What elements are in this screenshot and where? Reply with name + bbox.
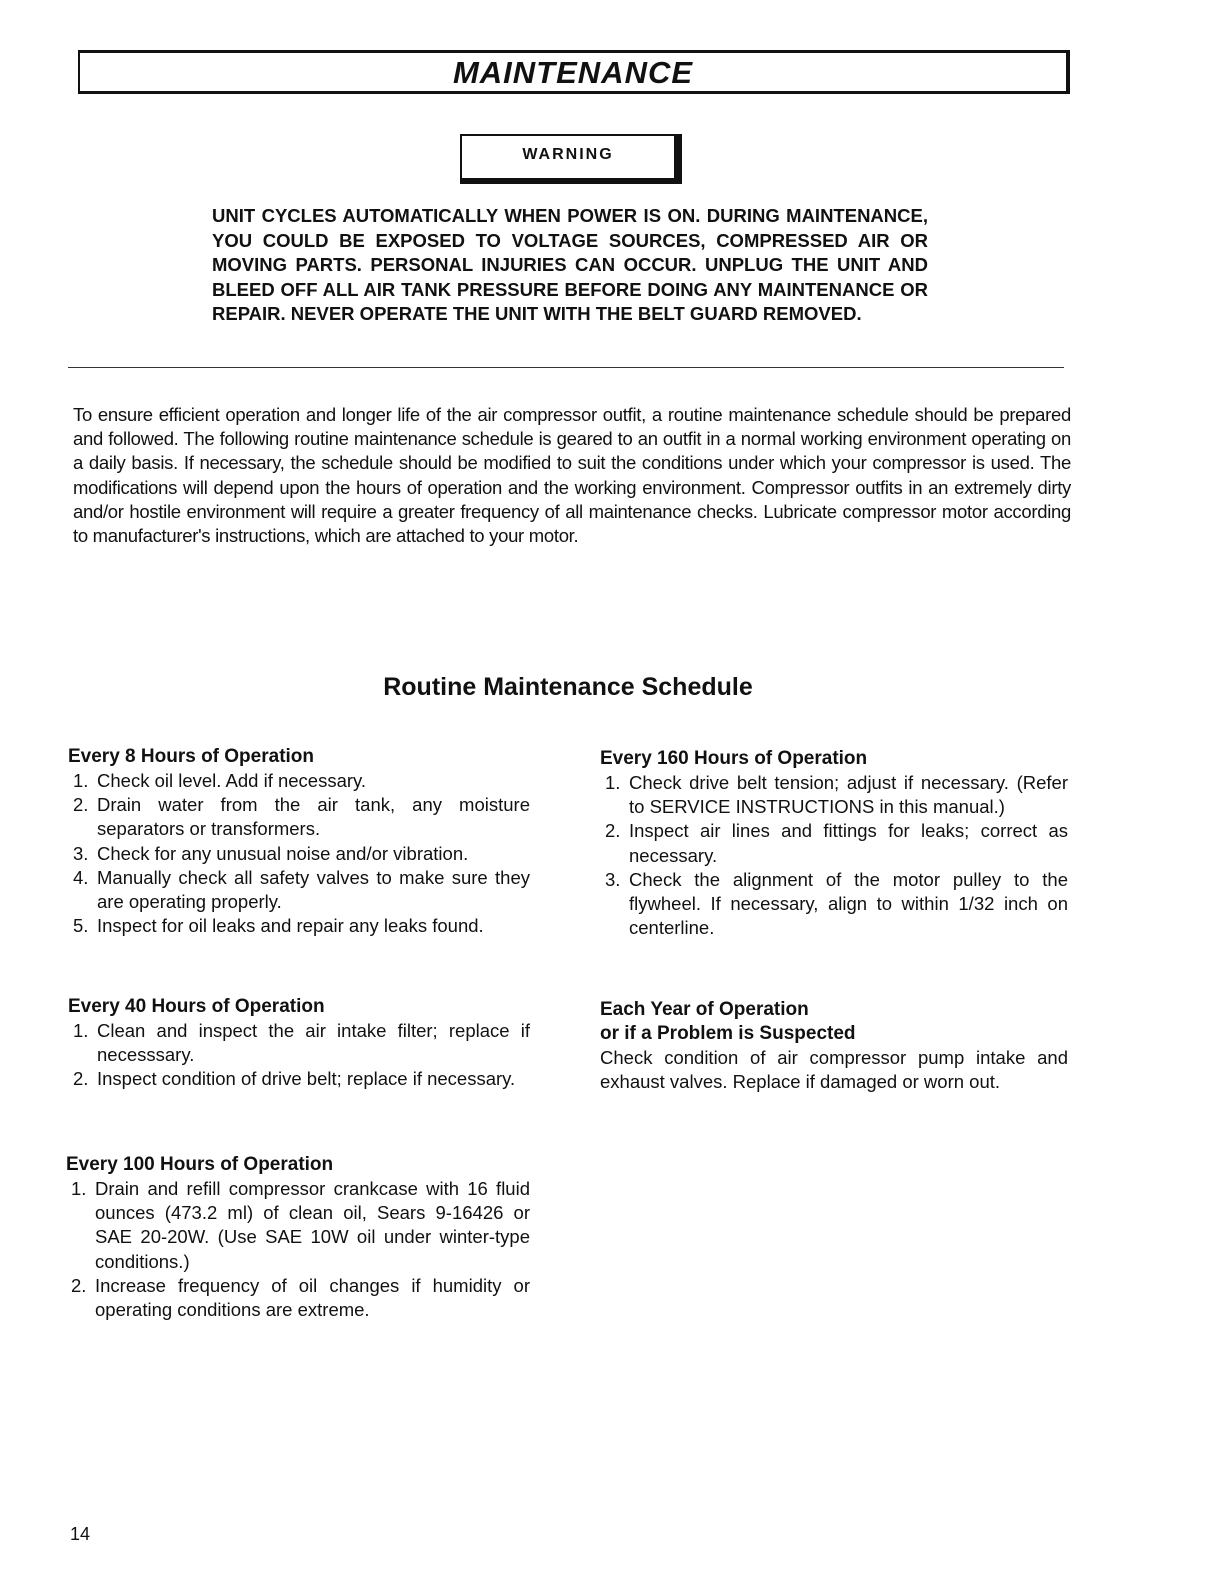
page-title: MAINTENANCE <box>452 55 694 90</box>
page-number: 14 <box>70 1524 91 1544</box>
section-every-8-hours <box>68 745 530 938</box>
list-item: 2. Inspect air lines and fittings for leaks; correct as necessary. <box>605 820 1068 866</box>
section-text: Check condition of air compressor pump intake and exhaust valves. Replace if damaged or worn out. <box>600 1047 1068 1093</box>
section-title: Every 100 Hours of Operation <box>66 1154 334 1175</box>
warning-label-box <box>460 134 682 184</box>
checklist <box>68 1019 530 1092</box>
divider <box>68 367 1064 368</box>
list-item: 2. Increase frequency of oil changes if humidity or operating conditions are extreme. <box>71 1274 530 1321</box>
list-item: 1. Check drive belt tension; adjust if necessary. (Refer to SERVICE INSTRUCTIONS in this manual.) <box>605 772 1068 818</box>
section-subtitle: or if a Problem is Suspected <box>600 1023 856 1044</box>
title-box <box>78 50 1070 94</box>
list-item: 3. Check the alignment of the motor pulley to the flywheel. If necessary, align to within 1/32 inch on centerline. <box>605 868 1068 939</box>
list-item: 2. Drain water from the air tank, any moisture separators or transformers. <box>73 794 530 840</box>
section-every-100-hours <box>66 1153 530 1322</box>
warning-text: UNIT CYCLES AUTOMATICALLY WHEN POWER IS ON. DURING MAINTENANCE, YOU COULD BE EXPOSED TO VOLTAGE SOURCES, COMPRESSED AIR OR MOVING PARTS. PERSONAL INJURIES CAN OCCUR. UNPLUG THE UNIT AND BLEED OFF ALL AIR TANK PRESSURE BEFORE DOING ANY MAINTENANCE OR REPAIR. NEVER OPERATE THE UNIT WITH THE BELT GUARD REMOVED. <box>212 205 928 324</box>
section-title: Every 40 Hours of Operation <box>68 996 325 1017</box>
list-item: 3. Check for any unusual noise and/or vibration. <box>73 842 469 864</box>
list-item: 1. Check oil level. Add if necessary. <box>73 770 367 791</box>
section-every-40-hours <box>68 995 530 1092</box>
list-item: 1. Drain and refill compressor crankcase with 16 fluid ounces (473.2 ml) of clean oil, Sears 9-16426 or SAE 20-20W. (Use SAE 10W oil under winter-type conditions.) <box>71 1178 530 1272</box>
section-title: Every 8 Hours of Operation <box>68 746 315 767</box>
checklist <box>600 771 1068 940</box>
section-title: Every 160 Hours of Operation <box>600 748 868 769</box>
checklist <box>66 1177 530 1322</box>
intro-paragraph: To ensure efficient operation and longer life of the air compressor outfit, a routine maintenance schedule should be prepared and followed. The following routine maintenance schedule is geared to an outfit in a normal working environment operating on a daily basis. If necessary, the schedule should be modified to suit the conditions under which your compressor is used. The modifications will depend upon the hours of operation and the working environment. Compressor outfits in an extremely dirty and/or hostile environment will require a greater frequency of all maintenance checks. Lubricate compressor motor according to manufacturer's instructions, which are attached to your motor. <box>73 404 1071 547</box>
section-every-160-hours <box>600 747 1068 940</box>
section-title: Each Year of Operation <box>600 999 809 1020</box>
warning-label: WARNING <box>522 146 614 163</box>
list-item: 1. Clean and inspect the air intake filter; replace if necesssary. <box>73 1020 530 1066</box>
list-item: 2. Inspect condition of drive belt; replace if necessary. <box>73 1068 516 1090</box>
schedule-heading: Routine Maintenance Schedule <box>383 673 753 701</box>
checklist <box>68 769 530 938</box>
section-each-year <box>600 998 1068 1094</box>
list-item: 5. Inspect for oil leaks and repair any leaks found. <box>73 915 484 937</box>
list-item: 4. Manually check all safety valves to make sure they are operating properly. <box>73 866 530 913</box>
